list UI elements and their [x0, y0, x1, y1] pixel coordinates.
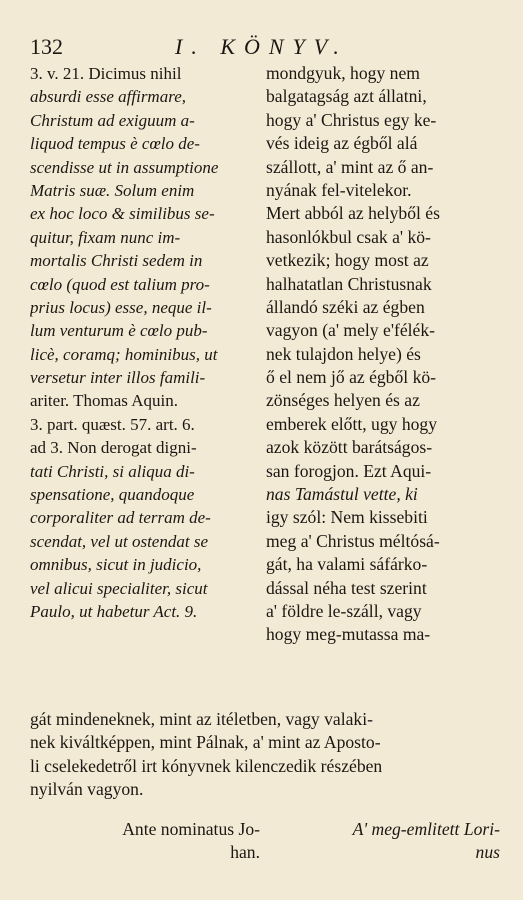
- full-width-line: gát mindeneknek, mint az itéletben, vagy valaki-: [30, 709, 373, 729]
- latin-column-line: tati Christi, si aliqua di-: [30, 461, 195, 481]
- hungarian-column-line: nek tulajdon helye) és: [266, 343, 421, 364]
- full-width-paragraph: [30, 708, 500, 802]
- hungarian-column-line: ő el nem jő az égből kö-: [266, 367, 437, 388]
- hungarian-column-line: gát, ha valami sáfárko-: [266, 554, 428, 575]
- hungarian-column-line: zönséges helyen és az: [266, 390, 420, 411]
- page-footer-text: [30, 818, 500, 868]
- latin-column-line: Christum ad exiguum a-: [30, 110, 195, 130]
- latin-column-line: ad 3. Non derogat digni-: [30, 438, 197, 458]
- running-head: I. KÖNYV.: [175, 34, 348, 59]
- page-number: 132: [30, 34, 63, 59]
- latin-column-line: prius locus) esse, neque il-: [30, 297, 212, 317]
- latin-column-line: ariter. Thomas Aquin.: [30, 391, 178, 411]
- latin-column-line: Matris suæ. Solum enim: [30, 180, 195, 200]
- full-width-line: nyilván vagyon.: [30, 779, 144, 800]
- latin-column-line: vel alicui specialiter, sicut: [30, 578, 208, 598]
- hungarian-column-line: Mert abból az helyből és: [266, 203, 440, 224]
- latin-column: [30, 62, 258, 623]
- latin-column-line: 3. v. 21. Dicimus nihil: [30, 64, 182, 83]
- hungarian-column-line: dással néha test szerint: [266, 577, 427, 598]
- hungarian-column-line: halhatatlan Christusnak: [266, 273, 432, 294]
- latin-column-line: quitur, fixam nunc im-: [30, 227, 181, 247]
- latin-column-line: corporaliter ad terram de-: [30, 508, 211, 528]
- latin-column-line: Paulo, ut habetur Act. 9.: [30, 601, 198, 621]
- latin-column-line: scendat, vel ut ostendat se: [30, 531, 208, 551]
- full-width-line: nek kiváltképpen, mint Pálnak, a' mint az Aposto-: [30, 732, 381, 753]
- hungarian-column-line: balgatagság azt állatni,: [266, 86, 427, 107]
- hungarian-column-line: hogy meg-mutassa ma-: [266, 624, 431, 645]
- latin-column-line: lum venturum è cœlo pub-: [30, 321, 208, 341]
- footer-right-line1: A' meg-emlitett Lori-: [352, 819, 500, 839]
- hungarian-column-line: mondgyuk, hogy nem: [266, 63, 420, 83]
- hungarian-column-line: vagyon (a' mely e'félék-: [266, 320, 436, 341]
- hungarian-column-line: san forogjon. Ezt Aqui-: [266, 460, 432, 481]
- latin-column-line: ex hoc loco & similibus se-: [30, 204, 215, 224]
- latin-column-line: versetur inter illos famili-: [30, 368, 206, 388]
- hungarian-column: [266, 62, 498, 647]
- hungarian-column-line: állandó széki az égben: [266, 296, 425, 317]
- latin-column-line: 3. part. quæst. 57. art. 6.: [30, 414, 195, 434]
- latin-column-line: omnibus, sicut in judicio,: [30, 555, 202, 575]
- hungarian-column-line: igy szól: Nem kissebiti: [266, 507, 428, 528]
- page-header: [30, 34, 500, 64]
- hungarian-column-line: nas Tamástul vette, ki: [266, 484, 418, 505]
- footer-right-line2: nus: [475, 842, 500, 862]
- latin-column-line: mortalis Christi sedem in: [30, 251, 203, 271]
- footer-left-line1: Ante nominatus Jo-: [122, 819, 260, 839]
- hungarian-column-line: nyának fel-vitelekor.: [266, 179, 412, 200]
- hungarian-column-line: azok között barátságos-: [266, 437, 433, 458]
- latin-column-line: absurdi esse affirmare,: [30, 87, 186, 107]
- hungarian-column-line: emberek előtt, ugy hogy: [266, 413, 438, 434]
- latin-column-line: scendisse ut in assumptione: [30, 157, 219, 177]
- latin-column-line: liquod tempus è cœlo de-: [30, 134, 200, 154]
- hungarian-column-line: hogy a' Christus egy ke-: [266, 109, 437, 130]
- hungarian-column-line: vetkezik; hogy most az: [266, 250, 429, 271]
- full-width-line: li cselekedetről irt kónyvnek kilenczedik részében: [30, 755, 383, 776]
- hungarian-column-line: szállott, a' mint az ő an-: [266, 156, 434, 177]
- footer-left-line2: han.: [230, 842, 260, 862]
- hungarian-column-line: a' földre le-száll, vagy: [266, 600, 422, 621]
- latin-column-line: cœlo (quod est talium pro-: [30, 274, 210, 294]
- latin-column-line: spensatione, quandoque: [30, 485, 195, 505]
- hungarian-column-line: hasonlókbul csak a' kö-: [266, 226, 431, 247]
- hungarian-column-line: meg a' Christus méltósá-: [266, 530, 440, 551]
- hungarian-column-line: vés ideig az égből alá: [266, 133, 418, 154]
- latin-column-line: licè, coramq; hominibus, ut: [30, 344, 218, 364]
- footer-right: [298, 818, 500, 864]
- footer-left: [60, 818, 260, 864]
